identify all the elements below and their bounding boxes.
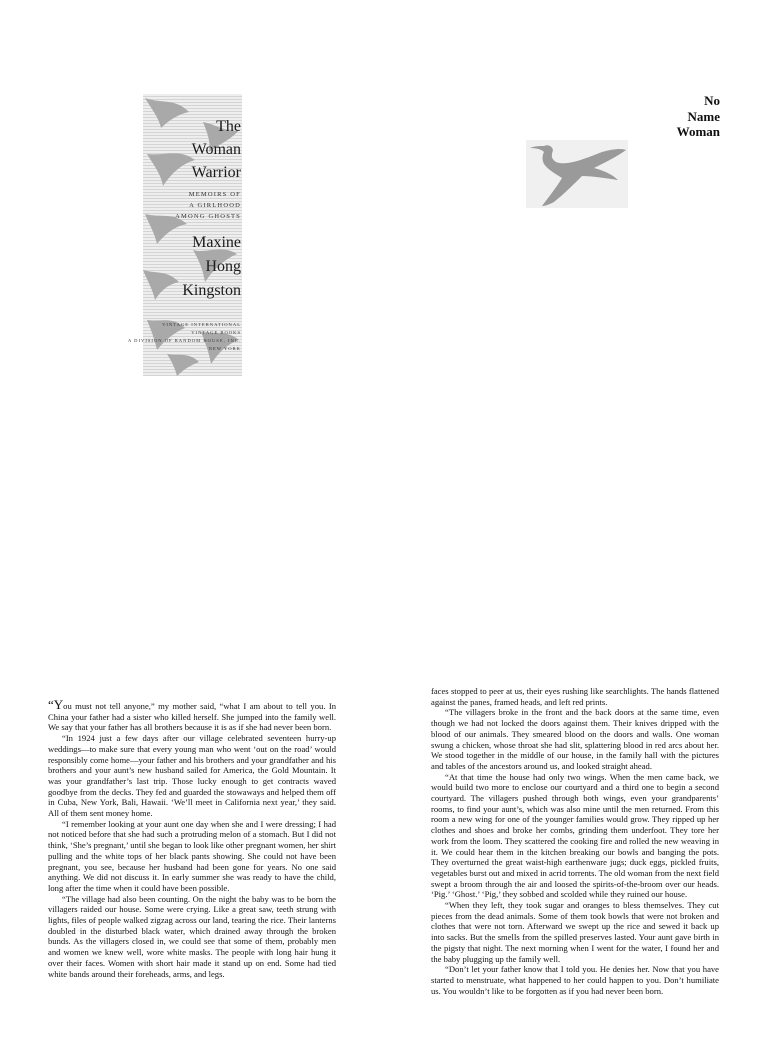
paragraph-text: ou must not tell anyone,” my mother said, “what I am about to tell you. In China your father had a sister who killed herself. She jumped into the family well. We say that your father has all brothers because it is as if she had never been born. xyxy=(48,701,336,733)
cover-title-line: Warrior xyxy=(191,164,241,181)
cover-publisher-line: NEW YORK xyxy=(208,346,241,351)
cover-publisher-line: VINTAGE BOOKS xyxy=(191,330,241,335)
cover-title-line: Woman xyxy=(191,141,241,158)
chapter-title-line: Woman xyxy=(676,124,720,139)
cover-subtitle-line: A GIRLHOOD xyxy=(189,202,241,209)
cover-author-line: Maxine xyxy=(192,234,241,251)
cover-author-line: Kingston xyxy=(182,282,241,299)
paragraph: “In 1924 just a few days after our village celebrated seventeen hurry-up weddings—to make sure that every young man who went ‘out on the road’ would responsibly come home—your father and his brothers and your grandfather and his brothers and your aunt’s new husband sailed for America, the Gold Mountain. It was your grandfather’s last trip. Those lucky enough to get contracts waved goodbye from the decks. They fed and guarded the stowaways and helped them off in Cuba, New York, Bali, Hawaii. ‘We’ll meet in California next year,’ they said. All of them sent money home. xyxy=(48,733,336,819)
heron-icon xyxy=(526,140,628,208)
chapter-title xyxy=(677,93,720,140)
paragraph: “When they left, they took sugar and oranges to bless themselves. They cut pieces from the dead animals. Some of them took bowls that were not broken and clothes that were not torn. Afterward we swept up the rice and sewed it back up into sacks. But the smells from the spilled preserves lasted. Your aunt gave birth in the pigsty that night. The next morning when I went for the water, I found her and the baby plugging up the family well. xyxy=(431,900,719,964)
text-column-left xyxy=(48,697,336,1040)
cover-title-line: The xyxy=(216,118,241,135)
paragraph: “The villagers broke in the front and the back doors at the same time, even though we had not locked the doors against them. Their knives dripped with the blood of our animals. They smeared blood on the doors and walls. One woman swung a chicken, whose throat she had slit, splattering blood in red arcs about her. We stood together in the middle of our house, in the family hall with the pictures and tables of the ancestors around us, and looked straight ahead. xyxy=(431,707,719,771)
chapter-title-line: No xyxy=(704,93,720,108)
paragraph: “I remember looking at your aunt one day when she and I were dressing; I had not noticed before that she had such a protruding melon of a stomach. But I did not think, ‘She’s pregnant,’ until she began to look like other pregnant women, her shirt pulling and the white tops of her black pants showing. She could not have been pregnant, you see, because her husband had been gone for years. No one said anything. We did not discuss it. In early summer she was ready to have the child, long after the time when it could have been possible. xyxy=(48,818,336,893)
paragraph: “The village had also been counting. On the night the baby was to be born the villagers raided our house. Some were crying. Like a great saw, teeth strung with lights, files of people walked zigzag across our land, tearing the rice. Their lanterns doubled in the disturbed black water, which drained away through the broken bunds. As the villagers closed in, we could see that some of them, probably men and women we knew well, wore white masks. The people with long hair hung it over their faces. Women with short hair made it stand up on end. Some had tied white bands around their foreheads, arms, and legs. xyxy=(48,893,336,979)
cover-publisher-line: A DIVISION OF RANDOM HOUSE, INC. xyxy=(127,338,241,343)
heron-illustration xyxy=(526,140,628,208)
paragraph: “Don’t let your father know that I told you. He denies her. Now that you have started to menstruate, what happened to her could happen to you. Don’t humiliate us. You wouldn’t like to be forgotten as if you had never been born. xyxy=(431,964,719,996)
drop-cap: “Y xyxy=(48,697,64,712)
paragraph: faces stopped to peer at us, their eyes rushing like searchlights. The hands flattened against the panes, framed heads, and left red prints. xyxy=(431,686,719,707)
cover-publisher-line: VINTAGE INTERNATIONAL xyxy=(162,322,241,327)
book-cover-image xyxy=(127,94,242,376)
paragraph: “At that time the house had only two wings. When the men came back, we would build two more to enclose our courtyard and a third one to begin a second courtyard. The villagers pushed through both wings, even your grandparents’ rooms, to find your aunt’s, which was also mine until the men returned. From this room a new wing for one of the younger families would grow. They ripped up her clothes and shoes and broke her combs, grinding them underfoot. They tore her work from the loom. They scattered the cooking fire and rolled the new weaving in it. We could hear them in the kitchen breaking our bowls and banging the pots. They overturned the great waist-high earthenware jugs; duck eggs, pickled fruits, vegetables burst out and mixed in acrid torrents. The old woman from the next field swept a broom through the air and loosed the spirits-of-the-broom over our heads. ‘Pig.’ ‘Ghost.’ ‘Pig,’ they sobbed and scolded while they ruined our house. xyxy=(431,771,719,900)
cover-subtitle-line: AMONG GHOSTS xyxy=(175,213,241,220)
cover-author-line: Hong xyxy=(205,258,241,275)
chapter-title-line: Name xyxy=(687,108,720,124)
paragraph xyxy=(48,697,336,733)
text-column-right xyxy=(431,686,719,1026)
cover-subtitle-line: MEMOIRS OF xyxy=(188,191,241,198)
